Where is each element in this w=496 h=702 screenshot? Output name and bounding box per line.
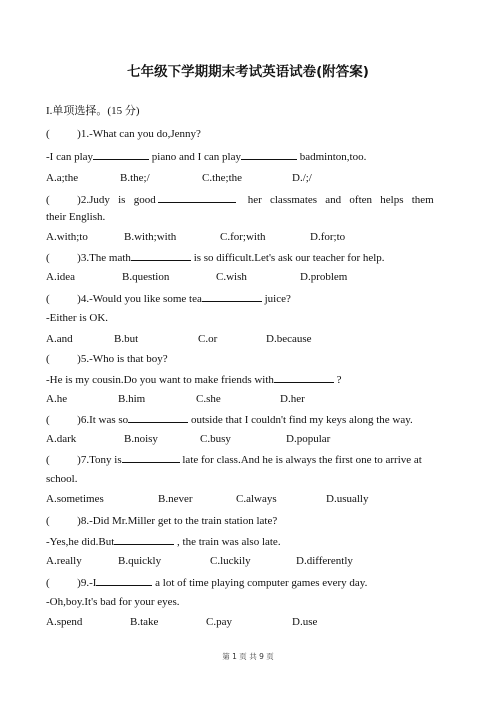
answer-blank <box>241 149 297 160</box>
option-b: B.quickly <box>118 555 162 567</box>
question-8-reply: -Yes,he did.But , the train was also late. <box>46 536 281 548</box>
section-heading: I.单项选择。(15 分) <box>46 105 140 117</box>
option-d: D./;/ <box>292 172 312 184</box>
option-b: B.the;/ <box>120 172 150 184</box>
question-7-stem: ( )7.Tony is late for class.And he is always the first one to arrive at <box>46 454 422 466</box>
option-b: B.noisy <box>124 433 158 445</box>
page-title: 七年级下学期期末考试英语试卷(附答案) <box>127 64 369 80</box>
answer-blank <box>131 250 191 261</box>
option-c: C.busy <box>200 433 231 445</box>
option-c: C.for;with <box>220 231 266 243</box>
option-a: A.he <box>46 393 68 405</box>
option-a: A.dark <box>46 433 77 445</box>
answer-blank <box>122 452 180 463</box>
answer-blank <box>202 291 262 302</box>
answer-blank <box>158 192 236 203</box>
question-2-stem: ( )2.Judy is good her classmates and often helps them <box>46 194 434 206</box>
option-d: D.her <box>280 393 305 405</box>
option-c: C.or <box>198 333 218 345</box>
option-d: D.usually <box>326 493 369 505</box>
question-3-stem: ( )3.The math is so difficult.Let's ask our teacher for help. <box>46 252 385 264</box>
option-b: B.but <box>114 333 139 345</box>
option-a: A.spend <box>46 616 83 628</box>
question-7-stem-cont: school. <box>46 473 78 485</box>
answer-blank <box>128 412 188 423</box>
question-5-stem: ( )5.-Who is that boy? <box>46 353 168 365</box>
question-2-stem-cont: their English. <box>46 211 106 223</box>
option-c: C.always <box>236 493 277 505</box>
option-a: A.sometimes <box>46 493 104 505</box>
option-d: D.for;to <box>310 231 346 243</box>
option-d: D.popular <box>286 433 331 445</box>
option-c: C.pay <box>206 616 232 628</box>
answer-blank <box>93 149 149 160</box>
option-a: A.idea <box>46 271 76 283</box>
question-4-reply: -Either is OK. <box>46 312 109 324</box>
question-6-stem: ( )6.It was so outside that I couldn't find my keys along the way. <box>46 414 413 426</box>
option-a: A.and <box>46 333 73 345</box>
answer-blank <box>96 575 152 586</box>
option-a: A.with;to <box>46 231 88 243</box>
question-1-reply: -I can play piano and I can play badminton,too. <box>46 151 367 163</box>
question-9-stem: ( )9.-I a lot of time playing computer games every day. <box>46 577 368 589</box>
option-b: B.never <box>158 493 193 505</box>
question-9-reply: -Oh,boy.It's bad for your eyes. <box>46 596 180 608</box>
option-c: C.the;the <box>202 172 243 184</box>
option-d: D.because <box>266 333 312 345</box>
option-d: D.differently <box>296 555 353 567</box>
option-a: A.really <box>46 555 82 567</box>
option-c: C.she <box>196 393 221 405</box>
answer-blank <box>274 372 334 383</box>
page-number-footer: 第 1 页 共 9 页 <box>222 652 274 661</box>
option-a: A.a;the <box>46 172 79 184</box>
question-1-stem: ( )1.-What can you do,Jenny? <box>46 128 201 140</box>
option-b: B.him <box>118 393 146 405</box>
option-c: C.luckily <box>210 555 251 567</box>
option-d: D.use <box>292 616 318 628</box>
question-8-stem: ( )8.-Did Mr.Miller get to the train station late? <box>46 515 278 527</box>
option-d: D.problem <box>300 271 348 283</box>
answer-blank <box>114 534 174 545</box>
option-c: C.wish <box>216 271 247 283</box>
question-4-stem: ( )4.-Would you like some tea juice? <box>46 293 291 305</box>
option-b: B.question <box>122 271 170 283</box>
option-b: B.take <box>130 616 159 628</box>
question-5-reply: -He is my cousin.Do you want to make friends with ? <box>46 374 342 386</box>
option-b: B.with;with <box>124 231 177 243</box>
